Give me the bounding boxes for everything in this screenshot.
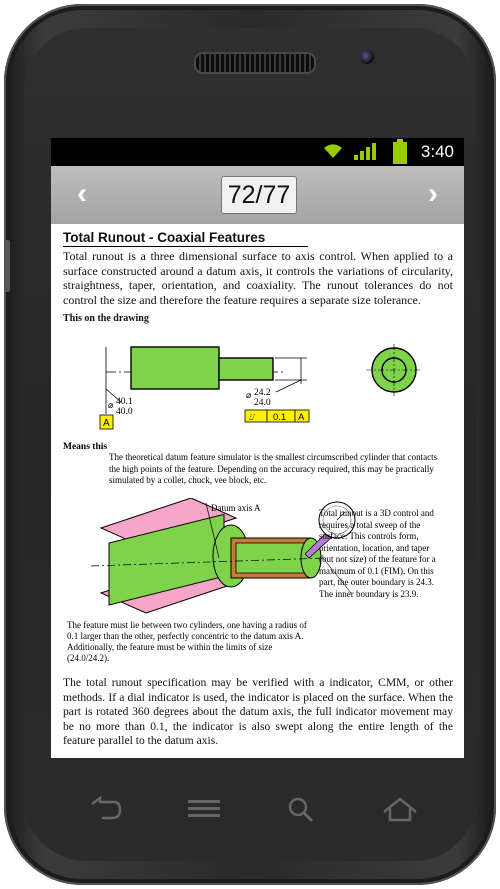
phone-frame <box>4 4 496 885</box>
prev-page-button[interactable]: ‹ <box>77 177 87 210</box>
page-title: Total Runout - Coaxial Features <box>63 230 308 247</box>
fcf-tolerance: 0.1 <box>273 412 287 423</box>
earpiece-speaker <box>194 52 316 74</box>
drawing-figure <box>61 344 456 436</box>
dim2-bottom: 24.0 <box>254 398 271 408</box>
wifi-icon <box>323 143 343 159</box>
closing-paragraph: The total runout specification may be verified with a indicator, CMM, or other methods. If a dial indicator is used, the indicator is placed on the surface. When the part is rotated 360 degrees about the datum axis, the full indicator movement may be no more than 0.1, the indicator is also swept along the entire length of the feature parallel to the datum axis. <box>63 676 453 747</box>
means-text: The theoretical datum feature simulator is the smallest circumscribed cylinder that contacts the high points of the feature. Depending on the accuracy required, this may be practically simulated by a collet, chuck, vee block, etc. <box>109 452 438 485</box>
dim2-top: 24.2 <box>254 388 271 398</box>
svg-text:⌀: ⌀ <box>108 400 114 410</box>
document-page <box>63 230 453 324</box>
volume-button <box>4 240 10 292</box>
battery-icon <box>393 142 407 164</box>
dim1-top: 40.1 <box>116 397 133 407</box>
signal-icon <box>354 143 376 160</box>
menu-icon[interactable] <box>184 794 224 824</box>
status-time: 3:40 <box>420 142 454 161</box>
back-icon[interactable] <box>84 794 124 824</box>
dim1-bottom: 40.0 <box>116 407 133 417</box>
page-indicator[interactable]: 72/77 <box>221 176 297 214</box>
fcf-datum: A <box>298 412 305 423</box>
cylinder-note: The feature must lie between two cylinders, one having a radius of 0.1 larger than the other, perfectly concentric to the datum axis A. Additionally, the feature must be within the limits of size (24.0/24.2). <box>67 620 307 663</box>
right-note: Total runout is a 3D control and requires a total sweep of the surface. This controls form, orientation, location, and taper (but not size) of the feature for a maximum of 0.1 (FIM). On this part, the outer boundary is 24.3. The inner boundary is 23.9. <box>319 508 436 599</box>
means-label: Means this <box>63 442 108 452</box>
front-camera <box>360 50 374 64</box>
drawing-label: This on the drawing <box>63 313 149 325</box>
reader-toolbar <box>51 166 464 224</box>
runout-symbol-icon: ⌰ <box>249 413 255 423</box>
status-bar <box>51 138 464 166</box>
datum-letter: A <box>103 418 110 429</box>
screen <box>51 138 464 758</box>
datum-axis-label: Datum axis A <box>211 503 261 513</box>
search-icon[interactable] <box>282 794 322 824</box>
soft-keys <box>64 794 444 824</box>
svg-text:⌀: ⌀ <box>246 390 252 400</box>
next-page-button[interactable]: › <box>428 177 438 210</box>
intro-paragraph: Total runout is a three dimensional surface to axis control. When applied to a surface constructed around a datum axis, it controls the variations of circularity, straightness, taper, orientation, and coaxiality. The runout tolerances do not control the size and therefore the feature requires a separate size tolerance. <box>63 249 453 307</box>
home-icon[interactable] <box>380 794 420 824</box>
